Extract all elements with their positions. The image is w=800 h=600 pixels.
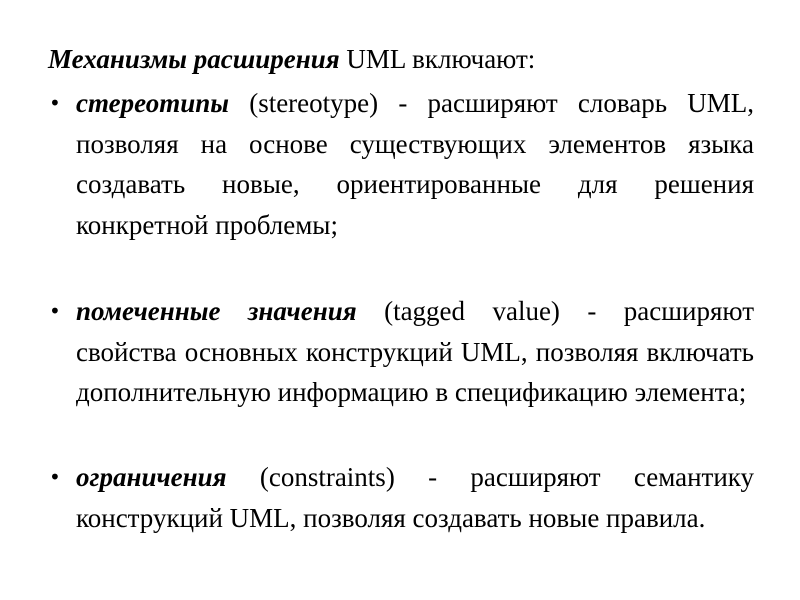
intro-rest: UML включают: <box>346 44 536 74</box>
description-constraints: (constraints) - расширяют семантику конструкций UML, позволяя создавать новые правила. <box>76 462 755 533</box>
bullet-icon: • <box>49 91 61 115</box>
list-item-constraints <box>49 457 755 538</box>
term-tagged-values: помеченные значения <box>76 296 357 326</box>
term-stereotypes: стереотипы <box>76 88 230 118</box>
term-constraints: ограничения <box>76 462 227 492</box>
bullet-icon: • <box>49 299 61 323</box>
bullet-icon: • <box>49 465 61 489</box>
intro-lead: Механизмы расширения <box>48 44 340 74</box>
intro-line <box>48 39 760 80</box>
description-tagged-values: (tagged value) - расширяют свойства основных конструкций UML, позволяя включать дополнительную информацию в спецификацию элемента; <box>76 296 755 407</box>
list-item-stereotypes <box>49 83 754 245</box>
description-stereotypes: (stereotype) - расширяют словарь UML, позволяя на основе существующих элементов языка создавать новые, ориентированные для решения конкретной проблемы; <box>76 88 754 240</box>
list-item-tagged-values <box>49 291 755 413</box>
